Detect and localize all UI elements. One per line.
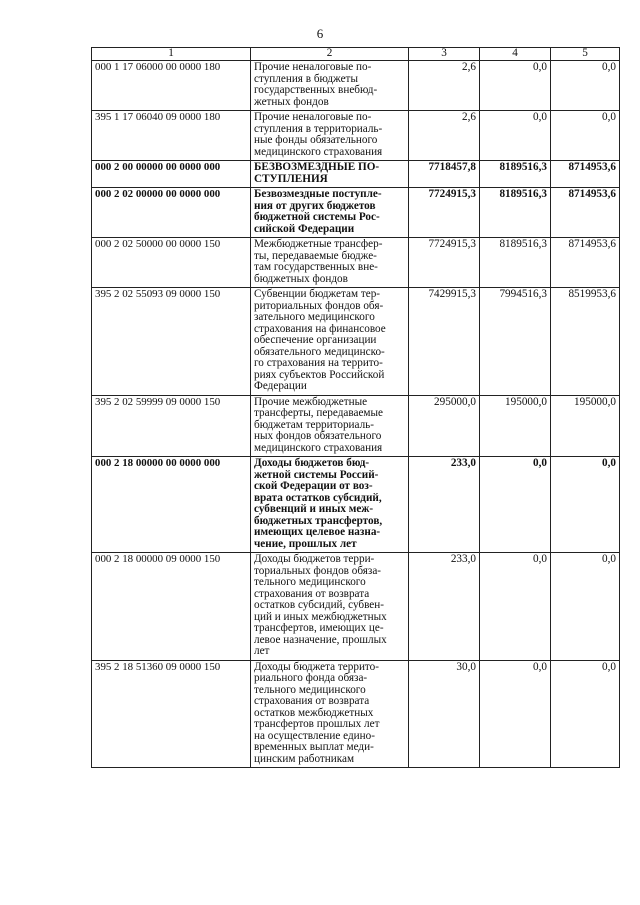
amount-col4-cell: 0,0 xyxy=(480,660,551,768)
amount-col3-cell: 7718457,8 xyxy=(409,161,480,188)
table-row xyxy=(92,457,620,553)
budget-code-cell: 000 2 18 00000 09 0000 150 xyxy=(92,553,251,661)
income-name-line: БЕЗВОЗМЕЗДНЫЕ ПО- xyxy=(254,161,380,173)
budget-code-cell: 000 2 02 00000 00 0000 000 xyxy=(92,188,251,238)
income-name-line: ния от других бюджетов xyxy=(254,199,376,212)
budget-code-cell: 000 2 00 00000 00 0000 000 xyxy=(92,161,251,188)
income-name-line: Прочие межбюджетные xyxy=(254,395,368,408)
income-name-line: трансферты, передаваемые xyxy=(254,407,383,419)
income-name-line: Безвозмездные поступле- xyxy=(254,188,382,200)
income-name-line: бюджетам территориаль- xyxy=(254,418,375,431)
income-name-line: ных фондов обязательного xyxy=(254,430,382,442)
income-name-cell xyxy=(251,238,409,288)
income-name-line: зательного медицинского xyxy=(254,311,375,323)
income-name-line: имеющих целевое назна- xyxy=(254,526,381,538)
income-name-line: СТУПЛЕНИЯ xyxy=(254,172,328,185)
income-name-cell xyxy=(251,660,409,768)
income-name-line: ные фонды обязательного xyxy=(254,134,378,146)
income-name-line: тельного медицинского xyxy=(254,683,366,696)
budget-code-cell: 000 1 17 06000 00 0000 180 xyxy=(92,61,251,111)
amount-col3-cell: 7724915,3 xyxy=(409,238,480,288)
column-header-4: 4 xyxy=(480,48,551,61)
income-name-line: риях субъектов Российской xyxy=(254,368,385,381)
amount-col4-cell: 8189516,3 xyxy=(480,238,551,288)
amount-col5-cell: 8714953,6 xyxy=(551,238,620,288)
budget-code-cell: 395 2 18 51360 09 0000 150 xyxy=(92,660,251,768)
amount-col3-cell: 7429915,3 xyxy=(409,288,480,396)
income-name-line: бюджетных фондов xyxy=(254,272,348,285)
table-row xyxy=(92,161,620,188)
income-name-line: чение, прошлых лет xyxy=(254,537,357,550)
income-name-line: Доходы бюджета террито- xyxy=(254,660,379,673)
income-name-line: Федерации xyxy=(254,380,307,392)
income-name-line: страхования от возврата xyxy=(254,587,370,600)
income-name-line: ты, передаваемые бюдже- xyxy=(254,249,377,262)
budget-revenue-table xyxy=(91,47,620,768)
income-name-cell xyxy=(251,553,409,661)
table-row xyxy=(92,288,620,396)
table-row xyxy=(92,188,620,238)
table-row xyxy=(92,395,620,457)
amount-col5-cell: 0,0 xyxy=(551,457,620,553)
income-name-line: тельного медицинского xyxy=(254,576,366,588)
column-header-2: 2 xyxy=(251,48,409,61)
column-header-1: 1 xyxy=(92,48,251,61)
income-name-cell xyxy=(251,395,409,457)
table-row xyxy=(92,61,620,111)
income-name-line: жетных фондов xyxy=(254,95,329,108)
income-name-cell xyxy=(251,457,409,553)
amount-col3-cell: 233,0 xyxy=(409,553,480,661)
income-name-line: страхования от возврата xyxy=(254,695,370,707)
income-name-line: временных выплат меди- xyxy=(254,741,374,753)
amount-col4-cell: 7994516,3 xyxy=(480,288,551,396)
budget-code-cell: 000 2 02 50000 00 0000 150 xyxy=(92,238,251,288)
income-name-line: цинским работникам xyxy=(254,752,355,765)
income-name-line: ториальных фондов обяза- xyxy=(254,564,382,577)
amount-col3-cell: 30,0 xyxy=(409,660,480,768)
income-name-line: риториальных фондов обя- xyxy=(254,299,384,312)
income-name-line: риального фонда обяза- xyxy=(254,672,368,684)
income-name-cell xyxy=(251,188,409,238)
amount-col4-cell: 8189516,3 xyxy=(480,188,551,238)
budget-code-cell: 395 2 02 59999 09 0000 150 xyxy=(92,395,251,457)
column-header-3: 3 xyxy=(409,48,480,61)
amount-col3-cell: 2,6 xyxy=(409,111,480,161)
table-row xyxy=(92,111,620,161)
income-name-line: Доходы бюджетов бюд- xyxy=(254,457,370,469)
income-name-cell xyxy=(251,161,409,188)
income-name-line: Межбюджетные трансфер- xyxy=(254,238,383,250)
amount-col3-cell: 2,6 xyxy=(409,61,480,111)
table-row xyxy=(92,553,620,661)
income-name-line: Прочие неналоговые по- xyxy=(254,111,372,123)
page-number: 6 xyxy=(316,26,324,41)
amount-col5-cell: 8519953,6 xyxy=(551,288,620,396)
income-name-cell xyxy=(251,111,409,161)
amount-col5-cell: 0,0 xyxy=(551,553,620,661)
income-name-line: сийской Федерации xyxy=(254,222,355,235)
income-name-line: бюджетной системы Рос- xyxy=(254,211,380,223)
income-name-line: лет xyxy=(254,645,270,657)
income-name-line: государственных внебюд- xyxy=(254,84,378,96)
income-name-line: остатков субсидий, субвен- xyxy=(254,599,384,611)
budget-code-cell: 395 1 17 06040 09 0000 180 xyxy=(92,111,251,161)
amount-col3-cell: 233,0 xyxy=(409,457,480,553)
income-name-cell xyxy=(251,288,409,396)
income-name-line: Субвенции бюджетам тер- xyxy=(254,288,381,300)
income-name-line: ступления в бюджеты xyxy=(254,72,358,85)
income-name-line: страхования на финансовое xyxy=(254,322,386,335)
income-name-line: медицинского страхования xyxy=(254,441,383,454)
income-name-line: обязательного медицинско- xyxy=(254,345,385,358)
income-name-line: обеспечение организации xyxy=(254,334,377,346)
amount-col3-cell: 295000,0 xyxy=(409,395,480,457)
amount-col4-cell: 0,0 xyxy=(480,111,551,161)
income-name-line: трансфертов прошлых лет xyxy=(254,718,380,730)
table-row xyxy=(92,238,620,288)
amount-col4-cell: 0,0 xyxy=(480,457,551,553)
income-name-line: жетной системы Россий- xyxy=(254,468,379,481)
amount-col4-cell: 8189516,3 xyxy=(480,161,551,188)
amount-col4-cell: 195000,0 xyxy=(480,395,551,457)
amount-col5-cell: 195000,0 xyxy=(551,395,620,457)
amount-col5-cell: 0,0 xyxy=(551,660,620,768)
income-name-line: на осуществление едино- xyxy=(254,729,375,742)
income-name-line: бюджетных трансфертов, xyxy=(254,514,383,527)
income-name-line: там государственных вне- xyxy=(254,261,378,273)
income-name-line: го страхования на террито- xyxy=(254,357,383,369)
amount-col5-cell: 8714953,6 xyxy=(551,161,620,188)
amount-col5-cell: 0,0 xyxy=(551,61,620,111)
amount-col4-cell: 0,0 xyxy=(480,61,551,111)
table-header-row xyxy=(92,48,620,61)
amount-col5-cell: 8714953,6 xyxy=(551,188,620,238)
income-name-line: Прочие неналоговые по- xyxy=(254,61,372,73)
table-body xyxy=(92,61,620,768)
income-name-cell xyxy=(251,61,409,111)
income-name-line: Доходы бюджетов терри- xyxy=(254,553,375,565)
income-name-line: врата остатков субсидий, xyxy=(254,491,382,504)
income-name-line: ской Федерации от воз- xyxy=(254,480,373,492)
income-name-line: ций и иных межбюджетных xyxy=(254,610,387,623)
budget-code-cell: 395 2 02 55093 09 0000 150 xyxy=(92,288,251,396)
amount-col3-cell: 7724915,3 xyxy=(409,188,480,238)
column-header-5: 5 xyxy=(551,48,620,61)
budget-code-cell: 000 2 18 00000 00 0000 000 xyxy=(92,457,251,553)
income-name-line: субвенций и иных меж- xyxy=(254,503,374,515)
income-name-line: медицинского страхования xyxy=(254,145,383,158)
income-name-line: левое назначение, прошлых xyxy=(254,633,387,646)
income-name-line: ступления в территориаль- xyxy=(254,122,383,135)
table-row xyxy=(92,660,620,768)
amount-col4-cell: 0,0 xyxy=(480,553,551,661)
amount-col5-cell: 0,0 xyxy=(551,111,620,161)
income-name-line: трансфертов, имеющих це- xyxy=(254,622,384,634)
income-name-line: остатков межбюджетных xyxy=(254,706,374,719)
